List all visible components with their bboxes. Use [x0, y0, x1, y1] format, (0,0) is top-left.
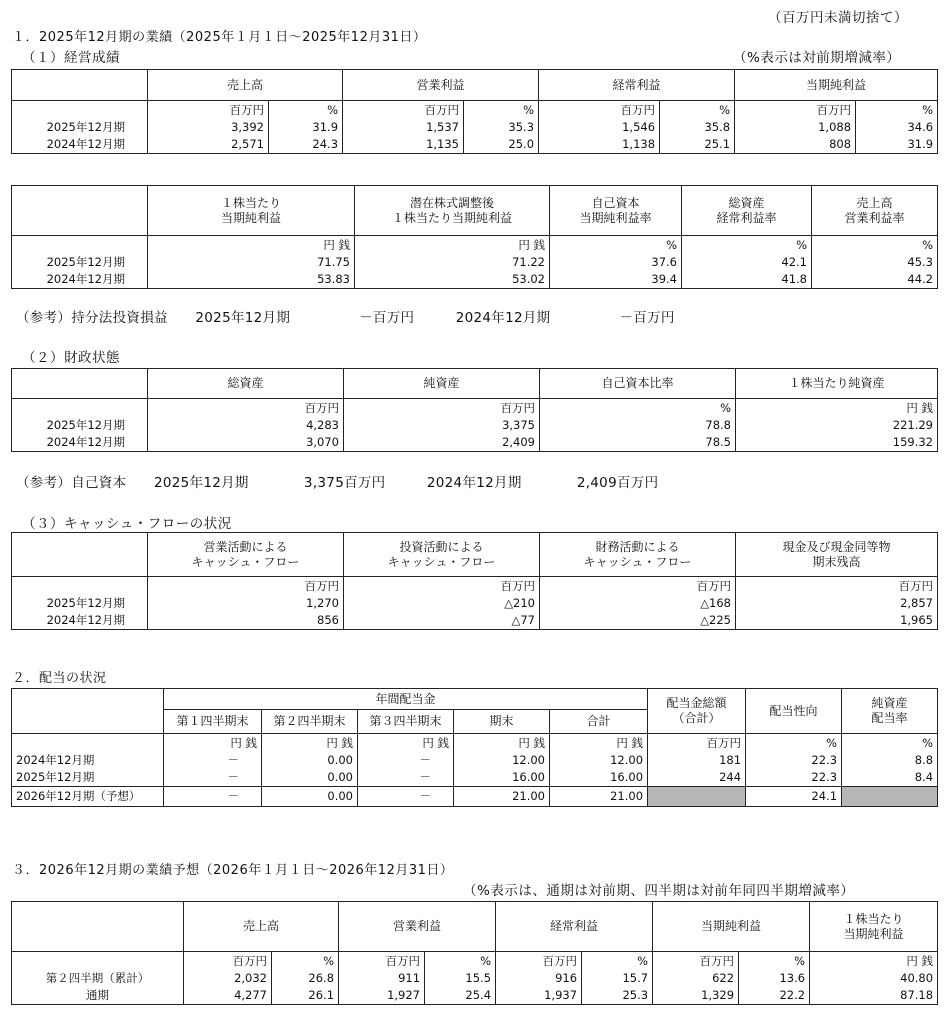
table-row: [12, 417, 938, 434]
col-header: 配当性向: [746, 689, 842, 734]
cell-value: 159.32: [736, 434, 938, 452]
corner-cell: [12, 533, 148, 577]
cell-value: 41.8: [682, 271, 812, 289]
corner-cell: [12, 689, 164, 734]
table-row: [12, 119, 938, 136]
col-header: 配当金総額 （合計）: [648, 689, 746, 734]
cell-value: 1,135: [343, 136, 464, 154]
cell-value: 31.9: [269, 119, 343, 136]
unit-label: 百万円: [736, 577, 938, 596]
subsection-2-title: （２）財政状態: [22, 350, 120, 366]
corner-cell: [12, 70, 148, 101]
unit-label: %: [540, 399, 736, 418]
table-row: [12, 752, 938, 769]
col-header: 自己資本比率: [540, 369, 736, 399]
cell-value: 25.1: [660, 136, 735, 154]
unit-label: %: [682, 236, 812, 255]
cell-value: 15.7: [582, 970, 653, 987]
cell-value: 0.00: [262, 769, 358, 787]
unit-label: 百万円: [653, 952, 739, 971]
col-header: 当期純利益: [653, 902, 810, 952]
shaded-cell: [842, 787, 938, 807]
col-header: 第１四半期末: [164, 710, 262, 734]
cell-value: 1,088: [735, 119, 856, 136]
unit-label: 円 銭: [454, 734, 550, 753]
row-label: 通期: [12, 987, 184, 1005]
unit-label: %: [272, 952, 339, 971]
cell-value: 1,546: [539, 119, 660, 136]
row-label: 2025年12月期: [12, 769, 164, 787]
shaded-cell: [648, 787, 746, 807]
section-2-title: ２．配当の状況: [12, 671, 107, 686]
unit-label: 百万円: [496, 952, 582, 971]
table-row: [12, 987, 938, 1005]
cell-value: 31.9: [856, 136, 938, 154]
row-label: 2024年12月期: [12, 136, 148, 154]
col-header: １株当たり 当期純利益: [148, 186, 355, 236]
unit-label: %: [842, 734, 938, 753]
col-header: 合計: [550, 710, 648, 734]
cell-value: 2,032: [184, 970, 272, 987]
dividend-table: [11, 688, 938, 807]
unit-label: 百万円: [148, 101, 269, 120]
group-header: 年間配当金: [164, 689, 648, 710]
row-label: 第２四半期（累計）: [12, 970, 184, 987]
cell-value: 8.4: [842, 769, 938, 787]
cell-value: 2,571: [148, 136, 269, 154]
cell-value: 13.6: [739, 970, 810, 987]
cell-value: －: [164, 787, 262, 807]
cell-value: 1,537: [343, 119, 464, 136]
cell-value: 2,409: [344, 434, 540, 452]
forecast-row: [12, 787, 938, 807]
row-label: 2025年12月期: [12, 417, 148, 434]
cell-value: 21.00: [454, 787, 550, 807]
cell-value: 622: [653, 970, 739, 987]
cell-value: 1,138: [539, 136, 660, 154]
section-1-title: １．2025年12月期の業績（2025年１月１日～2025年12月31日）: [12, 30, 427, 45]
col-header: 潜在株式調整後 １株当たり当期純利益: [355, 186, 550, 236]
unit-label: %: [746, 734, 842, 753]
col-header: 純資産: [344, 369, 540, 399]
cell-value: 71.75: [148, 254, 355, 271]
section-3-note: （%表示は、通期は対前期、四半期は対前年同四半期増減率）: [463, 883, 855, 899]
cell-value: 42.1: [682, 254, 812, 271]
col-header: 財務活動による キャッシュ・フロー: [540, 533, 736, 577]
cell-value: 856: [148, 612, 344, 630]
cell-value: 35.8: [660, 119, 735, 136]
col-header: 投資活動による キャッシュ・フロー: [344, 533, 540, 577]
cell-value: 3,375: [344, 417, 540, 434]
unit-label: %: [464, 101, 539, 120]
unit-label: %: [582, 952, 653, 971]
table-row: [12, 595, 938, 612]
table-row: [12, 769, 938, 787]
equity-method-note: （参考）持分法投資損益 2025年12月期 －百万円 2024年12月期 －百万円: [16, 310, 675, 326]
cell-value: 44.2: [812, 271, 938, 289]
col-header: 総資産 経常利益率: [682, 186, 812, 236]
cell-value: 25.3: [582, 987, 653, 1005]
cell-value: 12.00: [454, 752, 550, 769]
unit-label: 円 銭: [810, 952, 938, 971]
col-header: 純資産 配当率: [842, 689, 938, 734]
col-header: 自己資本 当期純利益率: [550, 186, 682, 236]
cell-value: 53.83: [148, 271, 355, 289]
cell-value: 1,965: [736, 612, 938, 630]
cell-value: 26.8: [272, 970, 339, 987]
cell-value: △168: [540, 595, 736, 612]
unit-note: （百万円未満切捨て）: [768, 10, 908, 26]
equity-capital-note: （参考）自己資本 2025年12月期 3,375百万円 2024年12月期 2,409百万円: [16, 475, 659, 491]
unit-label: 円 銭: [262, 734, 358, 753]
table-row: [12, 434, 938, 452]
unit-label: 円 銭: [736, 399, 938, 418]
cash-flow-table: [11, 532, 938, 630]
cell-value: 0.00: [262, 787, 358, 807]
cell-value: 808: [735, 136, 856, 154]
row-label: 2024年12月期: [12, 271, 148, 289]
per-share-table: [11, 185, 938, 289]
cell-value: 1,937: [496, 987, 582, 1005]
row-label: 2025年12月期: [12, 254, 148, 271]
cell-value: 4,277: [184, 987, 272, 1005]
unit-label: %: [856, 101, 938, 120]
cell-value: 16.00: [454, 769, 550, 787]
subsection-1-note: （%表示は対前期増減率）: [733, 50, 901, 66]
cell-value: 25.4: [425, 987, 496, 1005]
cell-value: 78.8: [540, 417, 736, 434]
cell-value: 181: [648, 752, 746, 769]
col-header: １株当たり純資産: [736, 369, 938, 399]
unit-label: 百万円: [735, 101, 856, 120]
unit-label: 百万円: [344, 577, 540, 596]
cell-value: 40.80: [810, 970, 938, 987]
row-label: 2024年12月期: [12, 612, 148, 630]
table-row: [12, 254, 938, 271]
unit-label: %: [812, 236, 938, 255]
cell-value: 3,070: [148, 434, 344, 452]
col-header: 第３四半期末: [358, 710, 454, 734]
cell-value: 53.02: [355, 271, 550, 289]
col-header: 売上高: [148, 70, 343, 101]
col-header: 営業利益: [343, 70, 539, 101]
cell-value: 24.1: [746, 787, 842, 807]
col-header: 現金及び現金同等物 期末残高: [736, 533, 938, 577]
cell-value: 22.2: [739, 987, 810, 1005]
cell-value: 45.3: [812, 254, 938, 271]
cell-value: △210: [344, 595, 540, 612]
subsection-3-title: （３）キャッシュ・フローの状況: [22, 516, 232, 532]
cell-value: 87.18: [810, 987, 938, 1005]
unit-label: 円 銭: [148, 236, 355, 255]
col-header: 経常利益: [539, 70, 735, 101]
col-header: 期末: [454, 710, 550, 734]
col-header: 総資産: [148, 369, 344, 399]
cell-value: －: [358, 752, 454, 769]
cell-value: 37.6: [550, 254, 682, 271]
unit-label: 百万円: [148, 399, 344, 418]
cell-value: 1,927: [339, 987, 425, 1005]
row-label: 2024年12月期: [12, 434, 148, 452]
unit-label: 円 銭: [550, 734, 648, 753]
cell-value: 3,392: [148, 119, 269, 136]
cell-value: 12.00: [550, 752, 648, 769]
cell-value: －: [358, 769, 454, 787]
table-row: [12, 970, 938, 987]
unit-label: 円 銭: [355, 236, 550, 255]
cell-value: 244: [648, 769, 746, 787]
table-row: [12, 612, 938, 630]
unit-label: 百万円: [539, 101, 660, 120]
cell-value: 1,329: [653, 987, 739, 1005]
cell-value: 26.1: [272, 987, 339, 1005]
cell-value: 1,270: [148, 595, 344, 612]
unit-label: 百万円: [540, 577, 736, 596]
corner-cell: [12, 186, 148, 236]
cell-value: △225: [540, 612, 736, 630]
cell-value: 221.29: [736, 417, 938, 434]
row-label: 2025年12月期: [12, 119, 148, 136]
table-row: [12, 271, 938, 289]
cell-value: 911: [339, 970, 425, 987]
operating-results-table: [11, 69, 938, 154]
row-label: 2026年12月期（予想）: [12, 787, 164, 807]
cell-value: 34.6: [856, 119, 938, 136]
cell-value: －: [358, 787, 454, 807]
unit-label: %: [739, 952, 810, 971]
cell-value: 22.3: [746, 752, 842, 769]
unit-label: 百万円: [339, 952, 425, 971]
col-header: 売上高 営業利益率: [812, 186, 938, 236]
col-header: 営業利益: [339, 902, 496, 952]
col-header: 当期純利益: [735, 70, 938, 101]
cell-value: 15.5: [425, 970, 496, 987]
row-label: 2024年12月期: [12, 752, 164, 769]
cell-value: －: [164, 769, 262, 787]
cell-value: △77: [344, 612, 540, 630]
unit-label: 百万円: [343, 101, 464, 120]
cell-value: 2,857: [736, 595, 938, 612]
col-header: 売上高: [184, 902, 339, 952]
unit-label: 百万円: [344, 399, 540, 418]
col-header: 営業活動による キャッシュ・フロー: [148, 533, 344, 577]
cell-value: 71.22: [355, 254, 550, 271]
cell-value: 4,283: [148, 417, 344, 434]
cell-value: 78.5: [540, 434, 736, 452]
unit-label: 百万円: [648, 734, 746, 753]
corner-cell: [12, 902, 184, 952]
cell-value: 22.3: [746, 769, 842, 787]
unit-label: %: [269, 101, 343, 120]
table-row: [12, 136, 938, 154]
unit-label: 百万円: [148, 577, 344, 596]
cell-value: 21.00: [550, 787, 648, 807]
cell-value: 8.8: [842, 752, 938, 769]
forecast-table: [11, 901, 938, 1005]
cell-value: 24.3: [269, 136, 343, 154]
corner-cell: [12, 369, 148, 399]
col-header: 経常利益: [496, 902, 653, 952]
row-label: 2025年12月期: [12, 595, 148, 612]
cell-value: 25.0: [464, 136, 539, 154]
cell-value: 0.00: [262, 752, 358, 769]
unit-label: 円 銭: [358, 734, 454, 753]
col-header: 第２四半期末: [262, 710, 358, 734]
unit-label: %: [550, 236, 682, 255]
section-3-title: ３．2026年12月期の業績予想（2026年１月１日～2026年12月31日）: [12, 863, 454, 878]
cell-value: 39.4: [550, 271, 682, 289]
cell-value: 35.3: [464, 119, 539, 136]
financial-position-table: [11, 368, 938, 452]
col-header: １株当たり 当期純利益: [810, 902, 938, 952]
unit-label: 百万円: [184, 952, 272, 971]
subsection-1-title: （１）経営成績: [22, 50, 120, 66]
unit-label: %: [660, 101, 735, 120]
unit-label: %: [425, 952, 496, 971]
cell-value: 916: [496, 970, 582, 987]
unit-label: 円 銭: [164, 734, 262, 753]
cell-value: －: [164, 752, 262, 769]
cell-value: 16.00: [550, 769, 648, 787]
